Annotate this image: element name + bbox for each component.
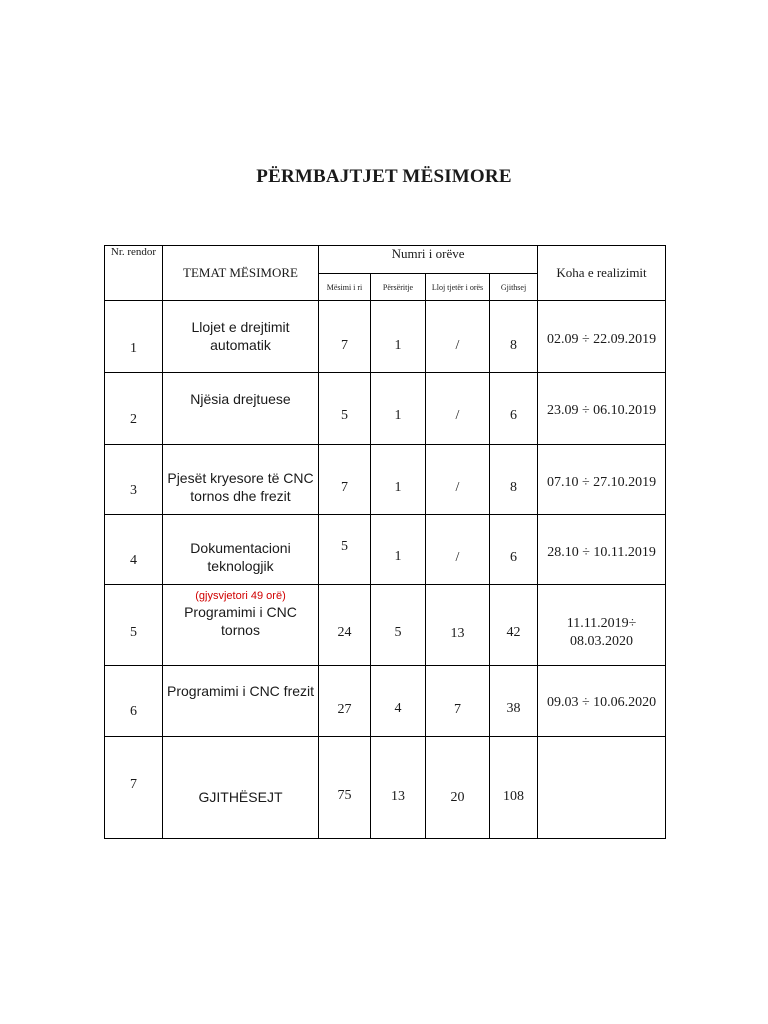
row-nr: 3: [130, 483, 137, 498]
row-new: 7: [341, 338, 348, 353]
row-nr: 4: [130, 553, 137, 568]
table-row: [105, 737, 666, 839]
table-row: [105, 515, 666, 585]
row-new: 75: [337, 788, 352, 803]
table-row: [105, 301, 666, 373]
row-nr: 5: [130, 625, 137, 640]
header-topic: TEMAT MËSIMORE: [163, 246, 319, 301]
row-review: 5: [394, 625, 402, 640]
row-other: 7: [454, 702, 461, 717]
row-other: /: [455, 338, 460, 353]
row-nr: 7: [130, 777, 137, 792]
row-topic: Dokumentacioni teknologjik: [190, 540, 291, 574]
row-new: 5: [341, 539, 348, 554]
row-other: 13: [450, 626, 465, 641]
row-total: 42: [506, 625, 521, 640]
header-hours: Numri i orëve: [319, 246, 538, 274]
row-period: 23.09 ÷ 06.10.2019: [546, 403, 657, 418]
row-period: 09.03 ÷ 10.06.2020: [546, 695, 657, 710]
row-total: 38: [506, 701, 521, 716]
row-total: 8: [510, 338, 518, 353]
row-review: 1: [394, 549, 402, 564]
row-period: 11.11.2019÷ 08.03.2020: [566, 616, 637, 649]
row-topic: Njësia drejtuese: [190, 391, 291, 407]
header-nr: Nr. rendor: [105, 246, 163, 301]
row-period: 02.09 ÷ 22.09.2019: [546, 332, 657, 347]
row-nr: 1: [130, 341, 137, 356]
table-row: [105, 585, 666, 666]
row-review: 1: [394, 480, 402, 495]
row-note: (gjysvjetori 49 orë): [195, 590, 286, 602]
row-topic: GJITHËSEJT: [198, 789, 283, 805]
table-row: [105, 445, 666, 515]
row-total: 108: [503, 789, 525, 804]
row-period: 07.10 ÷ 27.10.2019: [546, 475, 657, 490]
row-topic: Pjesët kryesore të CNC tornos dhe frezit: [167, 470, 314, 504]
row-new: 5: [341, 408, 348, 423]
row-other: 20: [450, 790, 465, 805]
row-topic: Programimi i CNC tornos: [184, 604, 297, 638]
row-nr: 2: [130, 412, 137, 427]
row-review: 1: [394, 338, 402, 353]
page-title: PËRMBAJTJET MËSIMORE: [256, 166, 512, 187]
row-review: 13: [391, 789, 405, 804]
row-new: 24: [337, 625, 352, 640]
row-nr: 6: [130, 704, 137, 719]
row-review: 1: [394, 408, 402, 423]
table-row: [105, 666, 666, 737]
row-topic: Programimi i CNC frezit: [167, 683, 315, 699]
row-other: /: [455, 550, 460, 565]
row-other: /: [455, 480, 460, 495]
row-total: 8: [510, 480, 518, 495]
header-other: Lloj tjetër i orës: [426, 274, 490, 301]
row-topic: Llojet e drejtimit automatik: [191, 319, 290, 353]
row-total: 6: [510, 550, 518, 565]
content-table: [104, 245, 666, 839]
header-new: Mësimi i ri: [319, 274, 371, 301]
row-new: 7: [341, 480, 348, 495]
table-row: [105, 373, 666, 445]
row-other: /: [455, 408, 460, 423]
row-total: 6: [510, 408, 518, 423]
header-period: Koha e realizimit: [538, 246, 666, 301]
row-period: 28.10 ÷ 10.11.2019: [547, 545, 656, 560]
row-new: 27: [337, 702, 352, 717]
row-review: 4: [394, 701, 402, 716]
header-review: Përsëritje: [371, 274, 426, 301]
header-total: Gjithsej: [490, 274, 538, 301]
